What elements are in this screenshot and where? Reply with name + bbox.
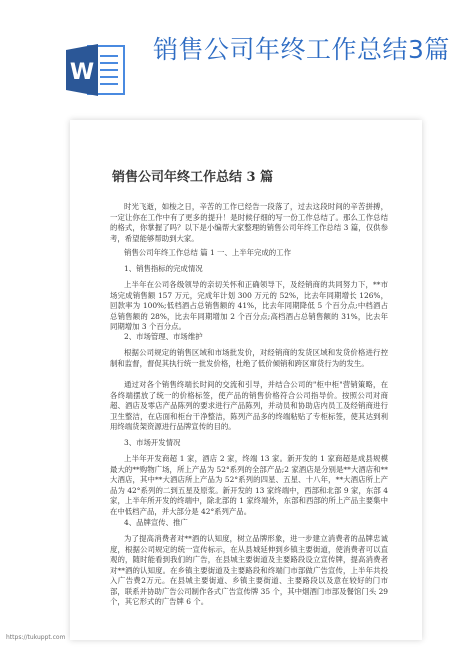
- word-logo-letter: W: [69, 60, 95, 85]
- document-page: [70, 120, 422, 640]
- word-document-icon: [66, 42, 128, 98]
- banner-title: 销售公司年终工作总结3篇: [153, 35, 450, 64]
- paragraph-brand-promotion: 为了提高消费者对**酒的认知度，树立品牌形象，进一步建立消费者的品牌忠诚度，根据公司规定的统一宣传标示，在从县城延伸到乡镇主要街道，使消费者可以直观的，随时能看到我们的广告，在县城主要街道及主要路段设立宣传牌，提高消费者对**酒的认知度。在乡镇主要街道及主要路段和终端门市部做广告宣传，上半年共投入广告费2万元。在县城主要街道、乡镇主要街道、主要路段以及意在较好的门市部，联系并协助广告公司制作各式广告宣传牌 35 个，其中烟酒门市部及餐馆门头 29 个，其它形式的广告牌 6 个。: [110, 534, 388, 606]
- footer-url: https://tukuppt.com: [6, 634, 66, 641]
- heading-sales-targets: 1、销售指标的完成情况: [124, 264, 203, 273]
- paragraph-sales-targets: 上半年在公司各级领导的亲切关怀和正确领导下，及经销商的共同努力下，**市场完成销售额 157 万元，完成年计划 300 万元的 52%，比去年同期增长 126%，回款率为 100%;低档酒占总销售额的 41%，比去年同期降低 5 个百分点;中档酒占总销售额的 28%，比去年同期增加 2 个百分点;高档酒占总销售额的 31%，比去年同期增加 3 个百分点。: [110, 280, 388, 331]
- paragraph-market-control: 根据公司规定的销售区域和市场批发价，对经销商的发货区域和发货价格进行控制和监督，督促其执行统一批发价格，杜绝了低价倾销和跨区窜货行为的发生。: [110, 348, 388, 368]
- heading-market-development: 3、市场开发情况: [124, 438, 181, 447]
- section-subtitle: 销售公司年终工作总结 篇 1 一、上半年完成的工作: [124, 248, 291, 257]
- heading-market-management: 2、市场管理、市场维护: [124, 332, 203, 341]
- document-title: 销售公司年终工作总结 3 篇: [112, 170, 274, 185]
- header-banner: [0, 0, 474, 122]
- paragraph-terminal-guidance: 通过对各个销售终端长时间的交流和引导，并结合公司的"柜中柜"营销策略，在各终端摆放了统一的价格标签，使产品的销售价格符合公司指导价。按照公司对商超、酒店及零店产品陈列的要求进行产品陈列，并动员和协助店内员工及经销商进行卫生整洁，在店面和柜台干净整洁，陈列产品多的终端粘贴了专柜标签，使其达到利用终端货架资源进行品牌宣传的目的。: [110, 380, 388, 431]
- intro-paragraph: 时光飞逝，如梭之日，辛苦的工作已经告一段落了，过去这段时间的辛苦拼搏，一定让你在工作中有了更多的提升！是时候仔细的写一份工作总结了。那么工作总结的格式，你掌握了吗？以下是小编帮大家整理的销售公司年终工作总结 3 篇，仅供参考，希望能够帮助到大家。: [110, 202, 388, 243]
- heading-brand-promotion: 4、品牌宣传、推广: [124, 518, 188, 527]
- paragraph-market-development: 上半年开发商超 1 家，酒店 2 家，终端 13 家。新开发的 1 家商超是成县规模最大的**购物广场，所上产品为 52°系列的全部产品;2 家酒店是分别是**大酒店和**大酒店，其中**大酒店所上产品为 52°系列的四星、五星、十八年，**大酒店所上产品为 42°系列的二到五星及原浆。新开发的 13 家终端中，西部和北部 9 家，东部 4 家，上半年所开发的终端中，除北部的 1 家终端外，东部和西部的所上产品主要集中在中低档产品，并大部分是 42°系列产品。: [110, 454, 388, 516]
